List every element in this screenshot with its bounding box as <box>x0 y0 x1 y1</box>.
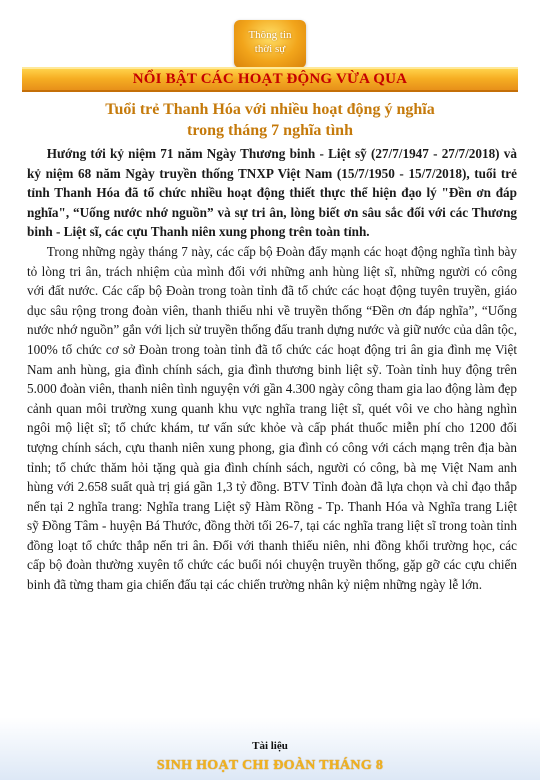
section-badge <box>234 20 306 68</box>
article-headline <box>30 99 510 141</box>
badge-line-1: Thông tin <box>248 29 292 41</box>
body-paragraph: Trong những ngày tháng 7 này, các cấp bộ Đoàn đẩy mạnh các hoạt động nghĩa tình bày tỏ lòng tri ân, trách nhiệm của mình đối với những anh hùng liệt sĩ, những người có công với đất nước. Các cấp bộ Đoàn trong toàn tỉnh đã tổ chức các hoạt động tuyên truyền, giáo dục sâu rộng trong đoàn viên, thanh thiếu nhi về truyền thống “Đền ơn đáp nghĩa”, “Uống nước nhớ nguồn” gắn với lịch sử truyền thống đấu tranh dựng nước và giữ nước của dân tộc, 100% tổ chức cơ sở Đoàn trong toàn tỉnh đã tổ chức các hoạt động tri ân gia đình mẹ Việt Nam anh hùng, gia đình chính sách, gia đình thương binh liệt sỹ. Toàn tỉnh huy động trên 5.000 đoàn viên, thanh niên tình nguyện với gần 4.300 ngày công tham gia lao động làm đẹp cảnh quan môi trường xung quanh khu vực nghĩa trang liệt sĩ, quét vôi ve cho hàng nghìn ngôi mộ liệt sĩ; tổ chức khám, tư vấn sức khỏe và cấp phát thuốc miễn phí cho 1200 đối tượng chính sách, cựu thanh niên xung phong, gia đình có công với cách mạng trên địa bàn tỉnh; tổ chức thăm hỏi tặng quà gia đình chính sách, người có công, bà mẹ Việt Nam anh hùng với 2.658 suất quà trị giá gần 1,3 tỷ đồng. BTV Tỉnh đoàn đã lựa chọn và chỉ đạo thắp nến tại 2 nghĩa trang: Nghĩa trang Liệt sỹ Hàm Rồng - Tp. Thanh Hóa và Nghĩa trang Liệt sỹ Đồng Tâm - huyện Bá Thước, đồng thời tối 26-7, tại các nghĩa trang liệt sĩ trong toàn tỉnh đồng loạt tổ chức thắp nến tri ân. Đối với thanh thiếu niên, nhi đồng khối trường học, các cấp bộ đoàn thường xuyên tổ chức các buổi nói chuyện truyền thống, gặp gỡ các cựu chiến binh đã từng tham gia chiến đấu tại các chiến trường nhân kỷ niệm những ngày lễ lớn. <box>27 243 517 593</box>
section-banner: NỔI BẬT CÁC HOẠT ĐỘNG VỪA QUA <box>22 67 518 92</box>
headline-line-2: trong tháng 7 nghĩa tình <box>187 122 353 139</box>
headline-line-1: Tuổi trẻ Thanh Hóa với nhiều hoạt động ý nghĩa <box>105 101 435 118</box>
footer-label: Tài liệu <box>252 740 288 752</box>
badge-line-2: thời sự <box>254 43 286 55</box>
lead-paragraph: Hướng tới kỷ niệm 71 năm Ngày Thương binh - Liệt sỹ (27/7/1947 - 27/7/2018) và kỷ niệm 68 năm Ngày truyền thống TNXP Việt Nam (15/7/1950 - 15/7/2018), tuổi trẻ tỉnh Thanh Hóa đã tổ chức nhiều hoạt động thiết thực thể hiện đạo lý "Đền ơn đáp nghĩa", “Uống nước nhớ nguồn” và sự tri ân, lòng biết ơn sâu sắc đối với các Thương binh - Liệt sĩ, các cựu Thanh niên xung phong trên toàn tỉnh. <box>27 146 517 240</box>
footer-title: SINH HOẠT CHI ĐOÀN THÁNG 8 <box>156 758 384 773</box>
article-body <box>27 144 517 595</box>
